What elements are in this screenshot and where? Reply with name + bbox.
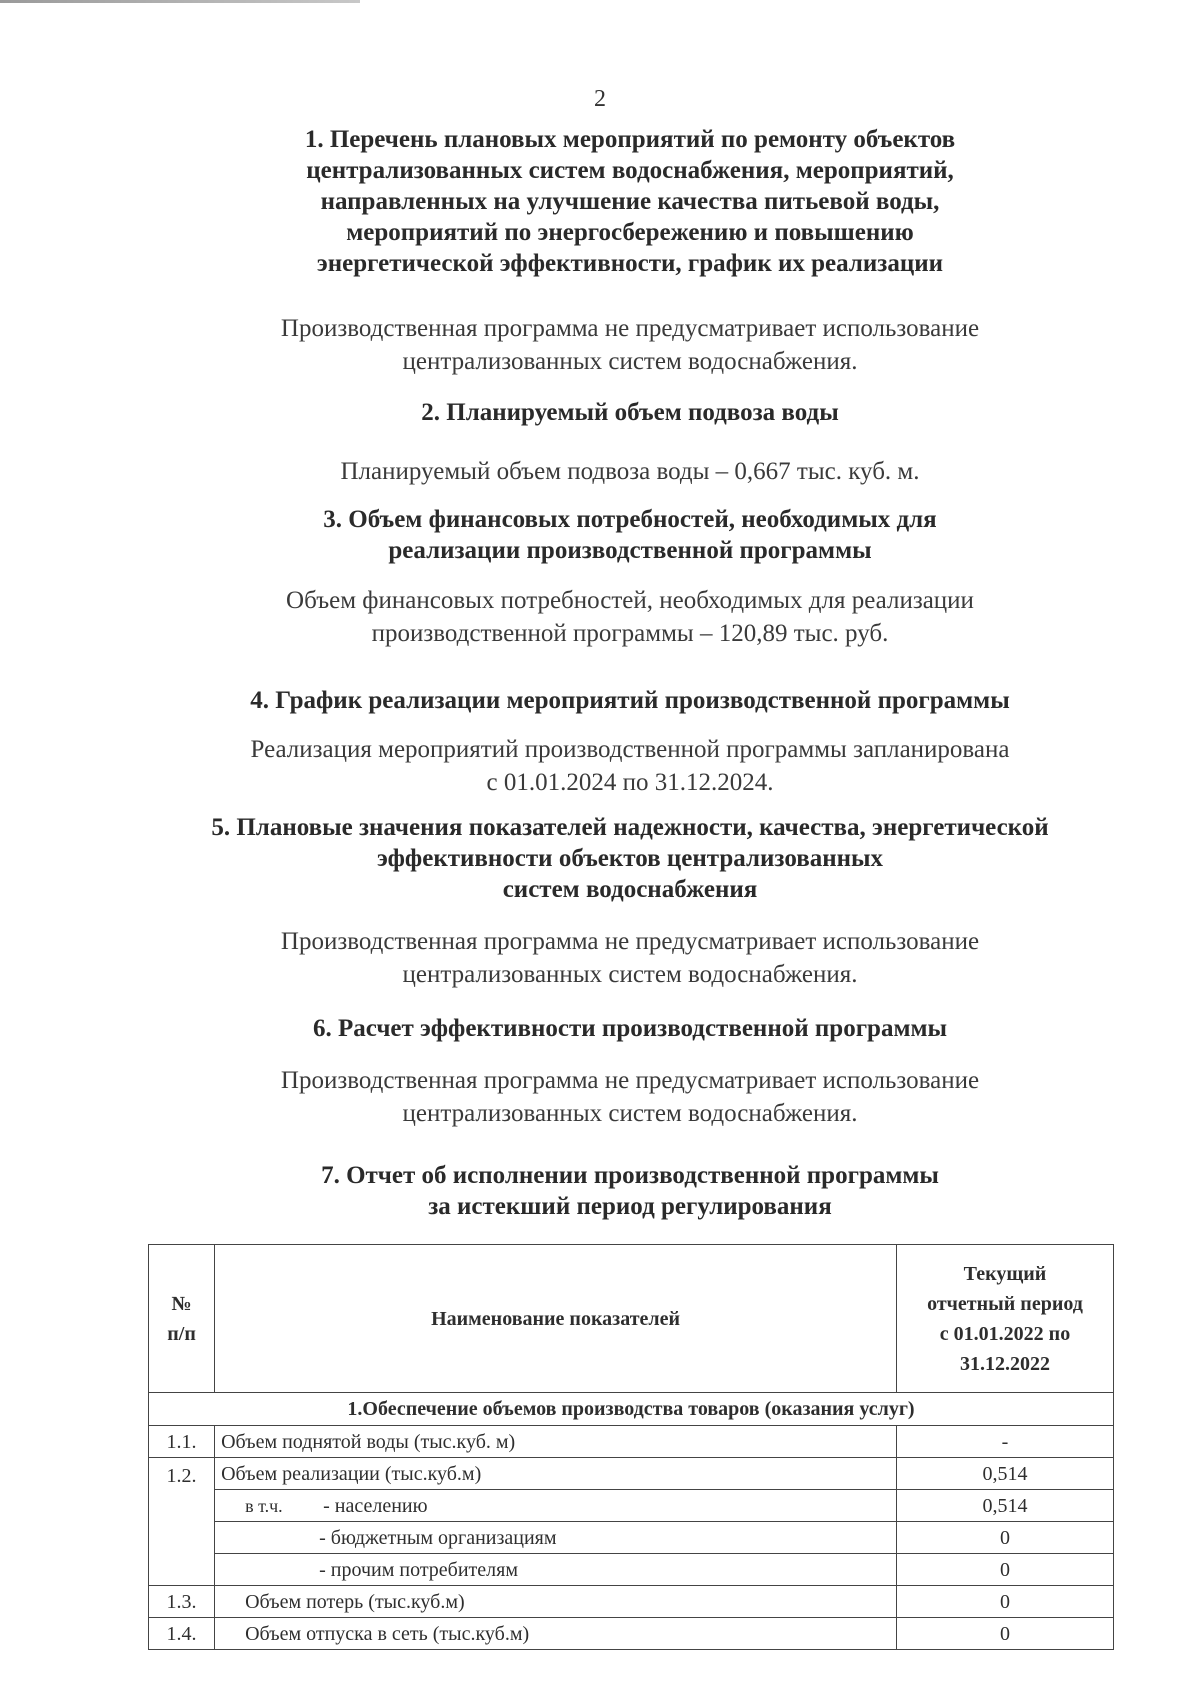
table-row [149,1522,1114,1554]
table-header-row [149,1245,1114,1393]
table-row [149,1554,1114,1586]
table-row [149,1618,1114,1650]
section-1-heading: 1. Перечень плановых мероприятий по ремонту объектов централизованных систем водоснабжения, мероприятий, направленных на улучшение качества питьевой воды, мероприятий по энергосбережению и повышению энергетической эффективности, график их реализации [304,126,956,277]
row-name: - прочим потребителям [215,1554,897,1586]
row-name-cell [215,1490,897,1522]
row-number: 1.3. [149,1586,215,1618]
row-name: Объем потерь (тыс.куб.м) [215,1586,897,1618]
row-prefix: в т.ч. [245,1495,283,1516]
row-name: Объем отпуска в сеть (тыс.куб.м) [215,1618,897,1650]
table-row [149,1426,1114,1458]
section-5-heading: 5. Плановые значения показателей надежности, качества, энергетической эффективности объектов централизованных систем водоснабжения [211,814,1049,903]
row-name: - населению [323,1494,428,1517]
row-number: 1.2. [149,1458,215,1586]
header-period: Текущий отчетный период с 01.01.2022 по 31.12.2022 [897,1245,1114,1393]
scan-edge-line [0,0,360,3]
row-name: Объем реализации (тыс.куб.м) [215,1458,897,1490]
section-6-text: Производственная программа не предусматривает использование централизованных систем водоснабжения. [280,1067,980,1127]
row-name: Объем поднятой воды (тыс.куб. м) [215,1426,897,1458]
row-value: - [897,1426,1114,1458]
section-3-text: Объем финансовых потребностей, необходимых для реализации производственной программы – 120,89 тыс. руб. [286,587,974,647]
row-value: 0,514 [897,1458,1114,1490]
header-indicator-name: Наименование показателей [215,1245,897,1393]
table-section-title: 1.Обеспечение объемов производства товаров (оказания услуг) [149,1393,1114,1426]
section-7-heading: 7. Отчет об исполнении производственной программы за истекший период регулирования [321,1162,939,1220]
row-value: 0 [897,1522,1114,1554]
row-name: - бюджетным организациям [215,1522,897,1554]
table-row [149,1586,1114,1618]
section-2-heading: 2. Планируемый объем подвоза воды [421,399,839,426]
row-value: 0 [897,1554,1114,1586]
section-2-text: Планируемый объем подвоза воды – 0,667 тыс. куб. м. [340,458,920,485]
section-4-heading: 4. График реализации мероприятий производственной программы [250,687,1010,714]
section-3-heading: 3. Объем финансовых потребностей, необходимых для реализации производственной программы [323,506,937,564]
row-value: 0,514 [897,1490,1114,1522]
row-value: 0 [897,1586,1114,1618]
section-1-text: Производственная программа не предусматривает использование централизованных систем водоснабжения. [280,315,980,375]
row-value: 0 [897,1618,1114,1650]
row-number: 1.1. [149,1426,215,1458]
report-table [148,1244,1114,1650]
page-number: 2 [594,86,606,112]
section-4-text: Реализация мероприятий производственной программы запланирована с 01.01.2024 по 31.12.2024. [250,736,1010,796]
section-5-text: Производственная программа не предусматривает использование централизованных систем водоснабжения. [280,928,980,988]
table-row [149,1490,1114,1522]
section-6-heading: 6. Расчет эффективности производственной программы [312,1015,948,1042]
table-row [149,1458,1114,1490]
table-section-row [149,1393,1114,1426]
header-number: № п/п [149,1245,215,1393]
row-number: 1.4. [149,1618,215,1650]
